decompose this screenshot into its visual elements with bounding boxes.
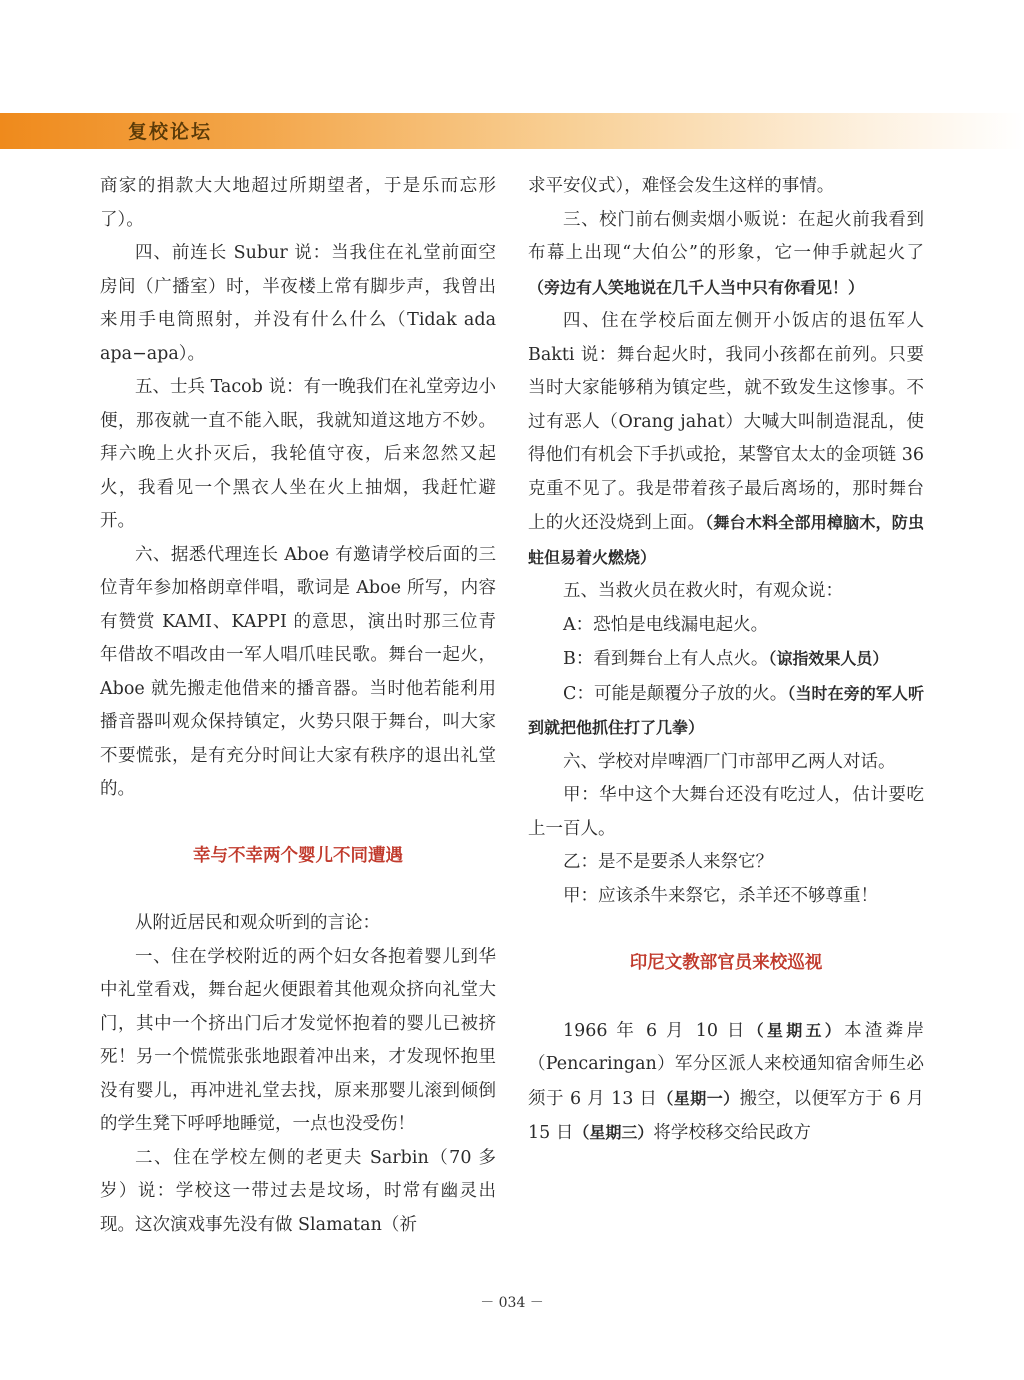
paragraph: 一、住在学校附近的两个妇女各抱着婴儿到华中礼堂看戏，舞台起火便跟着其他观众挤向礼堂大门，其中一个挤出门后才发觉怀抱着的婴儿已被挤死！另一个慌慌张张地跟着冲出来，才发现怀抱里没有婴儿，再冲进礼堂去找，原来那婴儿滚到倾倒的学生凳下呼呼地睡觉，一点也没受伤！: [100, 946, 496, 1134]
paragraph-text: C：可能是颠覆分子放的火。: [563, 683, 788, 704]
section-heading: 印尼文教部官员来校巡视: [629, 952, 823, 973]
paragraph: 二、住在学校左侧的老更夫 Sarbin（70 多岁）说：学校这一带过去是坟场，时常有幽灵出现。这次演戏事先没有做 Slamatan（祈: [100, 1147, 496, 1235]
paragraph: [528, 204, 924, 306]
paragraph: [528, 1014, 924, 1151]
paragraph: [528, 305, 924, 575]
paragraph: 四、前连长 Subur 说：当我住在礼堂前面空房间（广播室）时，半夜楼上常有脚步声，我曾出来用手电筒照射，并没有什么什么（Tidak ada apa−apa）。: [100, 243, 496, 364]
paragraph: [528, 677, 924, 746]
paragraph-text: 本渣粦岸（Pencaringan）军分区派人来校通知宿舍师生必须于 6 月 13 日: [528, 1020, 924, 1109]
left-column: [100, 170, 496, 1242]
page-number: － 034 －: [480, 1295, 544, 1311]
paragraph: 六、学校对岸啤酒厂门市部甲乙两人对话。: [563, 751, 896, 772]
section-title-header: 复校论坛: [128, 121, 213, 143]
editor-note: （星期三）: [573, 1123, 654, 1142]
paragraph: 甲：华中这个大舞台还没有吃过人，估计要吃上一百人。: [528, 785, 924, 839]
section-heading: 幸与不幸两个婴儿不同遭遇: [193, 846, 403, 866]
paragraph-text: 三、校门前右侧卖烟小贩说：在起火前我看到布幕上出现“大伯公”的形象，它一伸手就起火了: [528, 209, 924, 263]
paragraph: 求平安仪式），难怪会发生这样的事情。: [528, 176, 835, 196]
editor-note: （星期五）: [747, 1020, 845, 1040]
paragraph: A：恐怕是电线漏电起火。: [563, 614, 769, 635]
editor-note: （星期一）: [657, 1088, 740, 1108]
spacer: [528, 980, 924, 1014]
section-header-band: [0, 113, 1024, 149]
paragraph-text: B：看到舞台上有人点火。: [563, 649, 769, 669]
editor-note: （谅指效果人员）: [768, 649, 889, 668]
paragraph: 五、士兵 Tacob 说：有一晚我们在礼堂旁边小便，那夜就一直不能入眠，我就知道这地方不妙。拜六晚上火扑灭后，我轮值守夜，后来忽然又起火，我看见一个黑衣人坐在火上抽烟，我赶忙避开。: [100, 377, 496, 531]
paragraph: 商家的捐款大大地超过所期望者，于是乐而忘形了）。: [100, 176, 496, 230]
paragraph: 乙：是不是要杀人来祭它？: [563, 852, 773, 872]
paragraph-text: 将学校移交给民政方: [653, 1123, 811, 1143]
paragraph: 甲：应该杀牛来祭它，杀羊还不够尊重！: [563, 885, 878, 906]
editor-note: （当时在旁的军人听到就把他抓住打了几拳）: [528, 683, 924, 737]
editor-note: （舞台木料全部用樟脑木，防虫蛀但易着火燃烧）: [528, 513, 924, 567]
spacer: [528, 913, 924, 947]
paragraph: 六、据悉代理连长 Aboe 有邀请学校后面的三位青年参加格朗章伴唱，歌词是 Aboe 所写，内容有赞赏 KAMI、KAPPI 的意思，演出时那三位青年借故不唱改由一军人唱爪哇民歌。舞台一起火，Aboe 就先搬走他借来的播音器。当时他若能利用播音器叫观众保持镇定，火势只限于舞台，叫大家不要慌张，是有充分时间让大家有秩序的退出礼堂的。: [100, 544, 496, 799]
paragraph: [528, 642, 924, 677]
paragraph-text: 四、住在学校后面左侧开小饭店的退伍军人 Bakti 说：舞台起火时，我同小孩都在前列。只要当时大家能够稍为镇定些，就不致发生这惨事。不过有恶人（Orang jahat）大喊大叫制造混乱，使得他们有机会下手扒或抢，某警官太太的金项链 36 克重不见了。我是带着孩子最后离场的，那时舞台上的火还没烧到上面。: [528, 311, 924, 533]
right-column: [528, 170, 924, 1151]
spacer: [100, 807, 496, 841]
paragraph: 从附近居民和观众听到的言论：: [135, 913, 380, 933]
paragraph-text: 搬空，以便军方于 6 月 15 日: [528, 1088, 924, 1143]
spacer: [100, 874, 496, 908]
editor-note: （旁边有人笑地说在几千人当中只有你看见！）: [528, 277, 865, 297]
paragraph-text: 1966 年 6 月 10 日: [563, 1020, 748, 1041]
paragraph: 五、当救火员在救火时，有观众说：: [563, 581, 843, 601]
